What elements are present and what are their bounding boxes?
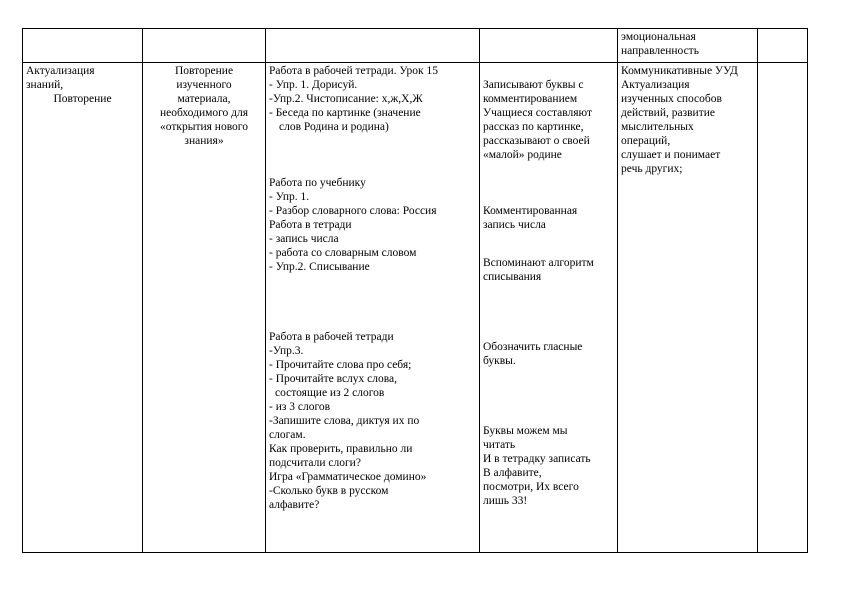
teacher-b3-line-13: алфавите? bbox=[269, 499, 320, 511]
teacher-b2-line-6: - работа со словарным словом bbox=[269, 247, 417, 259]
goal-line-1: Повторение bbox=[174, 65, 234, 77]
students-b1-line-3: Учащиеся составляют bbox=[483, 107, 592, 119]
header-uud-line-2: направленность bbox=[621, 45, 699, 57]
cell-teacher-activity bbox=[266, 63, 480, 553]
table-row-actualization bbox=[23, 63, 808, 553]
teacher-b3-line-7: -Запишите слова, диктуя их по bbox=[269, 415, 420, 427]
students-b1-line-6: «малой» родине bbox=[483, 149, 562, 161]
cell-extra bbox=[758, 63, 808, 553]
teacher-b3-line-1: Работа в рабочей тетради bbox=[269, 331, 394, 343]
goal-line-6: знания» bbox=[184, 135, 224, 147]
teacher-b3-line-11: Игра «Грамматическое домино» bbox=[269, 471, 427, 483]
cell-stage bbox=[23, 63, 143, 553]
students-b5-line-3: И в тетрадку записать bbox=[483, 453, 591, 465]
teacher-b2-line-3: - Разбор словарного слова: Россия bbox=[269, 205, 437, 217]
header-cell-stage bbox=[23, 29, 143, 63]
students-b5-line-5: посмотри, Их всего bbox=[483, 481, 579, 493]
students-b2-line-2: запись числа bbox=[483, 219, 546, 231]
teacher-b3-line-12: -Сколько букв в русском bbox=[269, 485, 389, 497]
teacher-b1-line-3: -Упр.2. Чистописание: х,ж,Х,Ж bbox=[269, 93, 423, 105]
teacher-b3-line-8: слогам. bbox=[269, 429, 306, 441]
students-b3-line-2: списывания bbox=[483, 271, 542, 283]
teacher-b2-line-5: - запись числа bbox=[269, 233, 339, 245]
students-b3-line-1: Вспоминают алгоритм bbox=[483, 257, 594, 269]
teacher-b3-line-4: - Прочитайте вслух слова, bbox=[269, 373, 398, 385]
students-b5-line-1: Буквы можем мы bbox=[483, 425, 568, 437]
teacher-b1-line-4: - Беседа по картинке (значение bbox=[269, 107, 421, 119]
uud-line-2: Актуализация bbox=[621, 79, 690, 91]
teacher-b1-line-1: Работа в рабочей тетради. Урок 15 bbox=[269, 65, 438, 77]
goal-line-5: «открытия нового bbox=[160, 121, 248, 133]
goal-line-2: изученного bbox=[176, 79, 232, 91]
stage-line-2: знаний, bbox=[26, 79, 64, 91]
uud-line-6: операций, bbox=[621, 135, 671, 147]
stage-line-1: Актуализация bbox=[26, 65, 95, 77]
uud-line-4: действий, развитие bbox=[621, 107, 715, 119]
header-cell-students bbox=[480, 29, 618, 63]
teacher-b1-line-5: слов Родина и родина) bbox=[279, 121, 389, 133]
teacher-b3-line-2: -Упр.3. bbox=[269, 345, 304, 357]
teacher-b2-line-2: - Упр. 1. bbox=[269, 191, 310, 203]
goal-line-3: материала, bbox=[177, 93, 231, 105]
teacher-b3-line-3: - Прочитайте слова про себя; bbox=[269, 359, 412, 371]
cell-goal bbox=[143, 63, 266, 553]
teacher-b3-line-9: Как проверить, правильно ли bbox=[269, 443, 413, 455]
teacher-b2-line-1: Работа по учебнику bbox=[269, 177, 366, 189]
table-row-header bbox=[23, 29, 808, 63]
students-b1-line-2: комментированием bbox=[483, 93, 578, 105]
students-b1-line-5: рассказывают о своей bbox=[483, 135, 590, 147]
teacher-b3-line-10: подсчитали слоги? bbox=[269, 457, 361, 469]
header-uud-line-1: эмоциональная bbox=[621, 31, 696, 43]
uud-line-3: изученных способов bbox=[621, 93, 722, 105]
uud-line-1: Коммуникативные УУД bbox=[621, 65, 738, 77]
stage-line-3: Повторение bbox=[53, 93, 112, 105]
teacher-b3-line-5: состоящие из 2 слогов bbox=[275, 387, 385, 399]
students-b4-line-1: Обозначить гласные bbox=[483, 341, 583, 353]
header-cell-uud bbox=[618, 29, 758, 63]
cell-uud bbox=[618, 63, 758, 553]
header-cell-teacher bbox=[266, 29, 480, 63]
students-b1-line-1: Записывают буквы с bbox=[483, 79, 584, 91]
students-b5-line-4: В алфавите, bbox=[483, 467, 542, 479]
uud-line-5: мыслительных bbox=[621, 121, 694, 133]
cell-student-activity bbox=[480, 63, 618, 553]
teacher-b2-line-7: - Упр.2. Списывание bbox=[269, 261, 370, 273]
students-b5-line-6: лишь 33! bbox=[483, 495, 528, 507]
students-b2-line-1: Комментированная bbox=[483, 205, 578, 217]
teacher-b3-line-6: - из 3 слогов bbox=[269, 401, 331, 413]
students-b1-line-4: рассказ по картинке, bbox=[483, 121, 584, 133]
students-b4-line-2: буквы. bbox=[483, 355, 516, 367]
lesson-table bbox=[22, 28, 808, 553]
goal-line-4: необходимого для bbox=[159, 107, 249, 119]
uud-line-7: слушает и понимает bbox=[621, 149, 721, 161]
teacher-b2-line-4: Работа в тетради bbox=[269, 219, 352, 231]
uud-line-8: речь других; bbox=[621, 163, 683, 175]
students-b5-line-2: читать bbox=[483, 439, 516, 451]
teacher-b1-line-2: - Упр. 1. Дорисуй. bbox=[269, 79, 358, 91]
header-cell-extra bbox=[758, 29, 808, 63]
header-cell-goal bbox=[143, 29, 266, 63]
